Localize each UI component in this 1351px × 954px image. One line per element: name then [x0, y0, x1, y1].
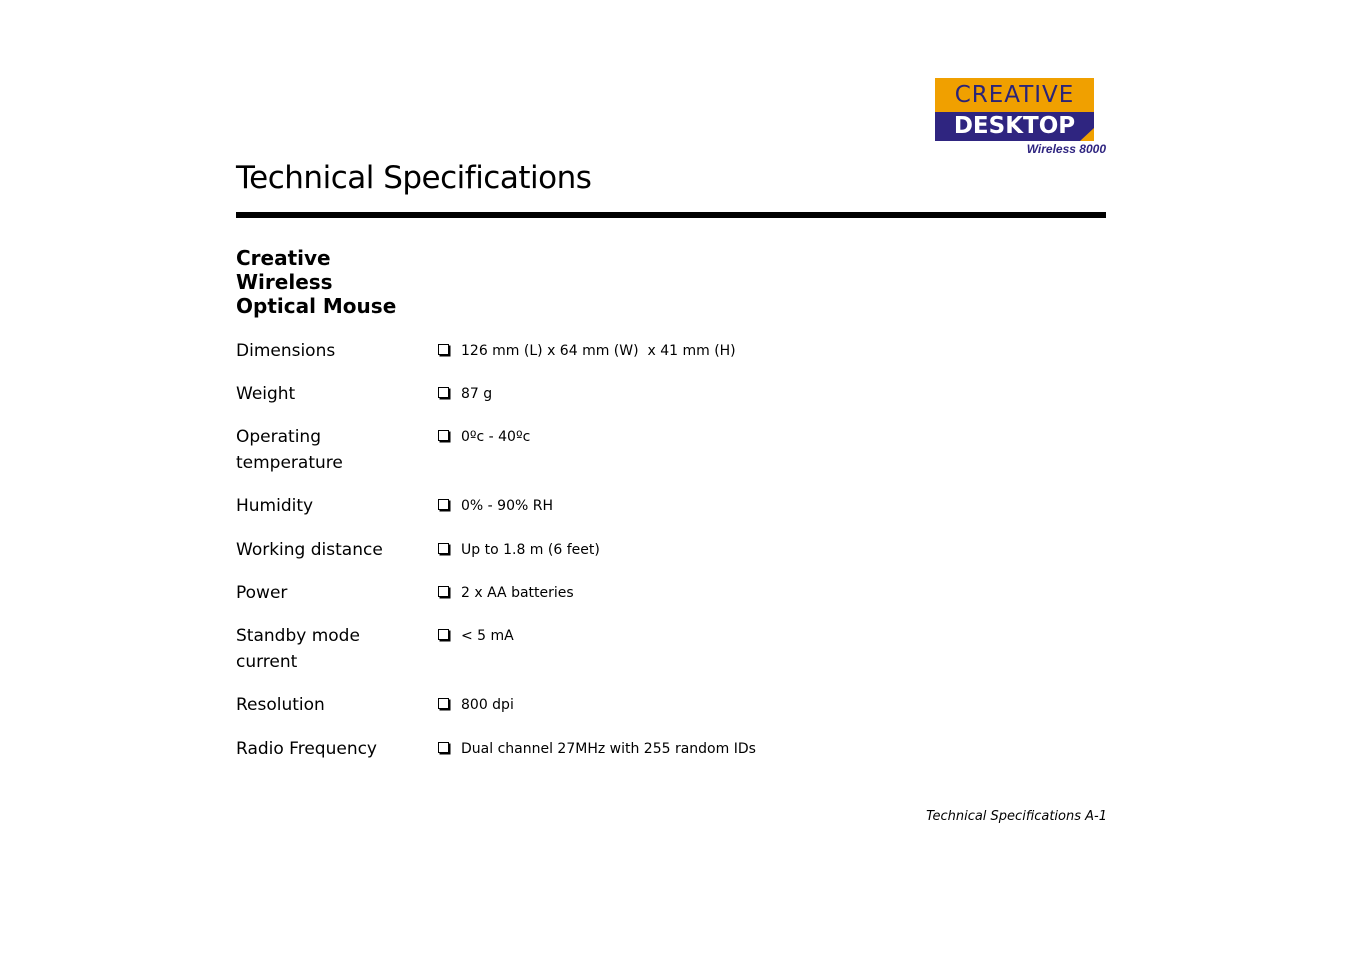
spec-value-standby-current: < 5 mA	[438, 626, 514, 646]
section-title	[236, 246, 436, 318]
section-title-line: Optical Mouse	[236, 294, 397, 318]
page-title: Technical Specifications	[236, 160, 592, 196]
logo-model: Wireless 8000	[1026, 142, 1106, 156]
spec-value-dimensions: 126 mm (L) x 64 mm (W) x 41 mm (H)	[438, 341, 736, 361]
logo-product: DESKTOP	[935, 112, 1094, 141]
spec-value-working-distance: Up to 1.8 m (6 feet)	[438, 540, 600, 560]
spec-value-radio-frequency: Dual channel 27MHz with 255 random IDs	[438, 739, 756, 759]
checkbox-bullet-icon	[438, 499, 449, 510]
logo-brand: CREATIVE	[935, 78, 1094, 112]
title-divider	[236, 212, 1106, 218]
creative-desktop-logo	[935, 78, 1110, 160]
checkbox-bullet-icon	[438, 586, 449, 597]
page-footer: Technical Specifications A-1	[926, 809, 1107, 824]
checkbox-bullet-icon	[438, 344, 449, 355]
checkbox-bullet-icon	[438, 698, 449, 709]
spec-label-weight: Weight	[236, 384, 296, 404]
spec-value-power: 2 x AA batteries	[438, 583, 574, 603]
spec-label-resolution: Resolution	[236, 695, 325, 715]
section-title-line: Creative	[236, 246, 331, 270]
spec-label-operating-temperature: Operating temperature	[236, 427, 343, 473]
spec-value-humidity: 0% - 90% RH	[438, 496, 553, 516]
spec-label-radio-frequency: Radio Frequency	[236, 739, 377, 759]
spec-label-standby-current: Standby mode current	[236, 626, 360, 672]
spec-label-power: Power	[236, 583, 288, 603]
checkbox-bullet-icon	[438, 742, 449, 753]
spec-value-weight: 87 g	[438, 384, 492, 404]
checkbox-bullet-icon	[438, 629, 449, 640]
spec-label-humidity: Humidity	[236, 496, 314, 516]
checkbox-bullet-icon	[438, 543, 449, 554]
checkbox-bullet-icon	[438, 430, 449, 441]
spec-value-operating-temperature: 0ºc - 40ºc	[438, 427, 530, 447]
spec-label-working-distance: Working distance	[236, 540, 383, 560]
section-title-line: Wireless	[236, 270, 333, 294]
checkbox-bullet-icon	[438, 387, 449, 398]
spec-value-resolution: 800 dpi	[438, 695, 514, 715]
spec-label-dimensions: Dimensions	[236, 341, 336, 361]
